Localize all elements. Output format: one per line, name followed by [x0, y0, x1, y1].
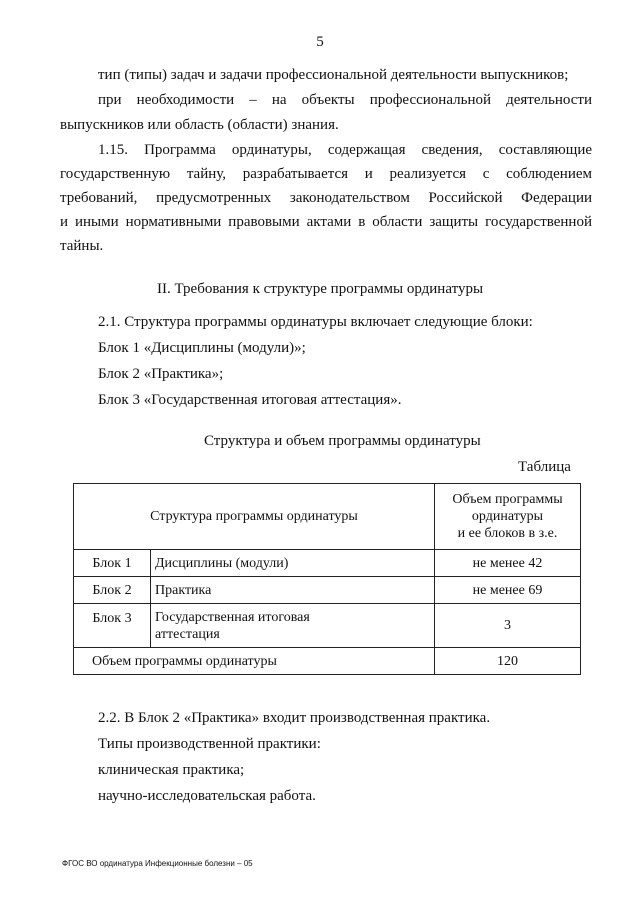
block-name-cell: Практика [151, 577, 435, 604]
block-name-cell: Дисциплины (модули) [151, 550, 435, 577]
structure-block-1: Блок 1 «Дисциплины (модули)»; [98, 340, 306, 356]
table-row [74, 550, 581, 577]
volume-cell: 3 [434, 604, 580, 648]
table-row [74, 604, 581, 648]
table-label: Таблица [518, 459, 571, 475]
structure-block-3: Блок 3 «Государственная итоговая аттестация». [98, 392, 402, 408]
practice-paragraph: Типы производственной практики: [98, 736, 321, 752]
page-footer: ФГОС ВО ординатура Инфекционные болезни – 05 [62, 859, 253, 868]
total-label-cell: Объем программы ординатуры [74, 648, 435, 675]
practice-paragraph: научно-исследовательская работа. [98, 788, 316, 804]
block-cell: Блок 2 [74, 577, 151, 604]
table-row [74, 577, 581, 604]
table-header-row [74, 484, 581, 550]
volume-cell: не менее 69 [434, 577, 580, 604]
header-volume-line: ординатуры [471, 509, 544, 524]
paragraph-line: выпускников или область (области) знания. [60, 117, 339, 133]
structure-intro: 2.1. Структура программы ординатуры включает следующие блоки: [98, 314, 533, 330]
volume-cell: не менее 42 [434, 550, 580, 577]
header-structure: Структура программы ординатуры [74, 484, 435, 550]
block-name-line: Государственная итоговая [155, 609, 310, 625]
block-cell: Блок 3 [74, 604, 151, 648]
paragraph-line: тип (типы) задач и задачи профессиональной деятельности выпускников; [98, 67, 569, 83]
paragraph-line: и иными нормативными правовыми актами в области защиты государственной [60, 214, 592, 230]
practice-paragraph: 2.2. В Блок 2 «Практика» входит производственная практика. [98, 710, 491, 726]
header-volume [434, 484, 580, 550]
header-volume-line: Объем программы [452, 492, 563, 507]
header-volume-line: и ее блоков в з.е. [457, 526, 558, 541]
practice-paragraph: клиническая практика; [98, 762, 245, 778]
program-structure-table [73, 483, 581, 675]
block-cell: Блок 1 [74, 550, 151, 577]
table-caption: Структура и объем программы ординатуры [204, 433, 481, 449]
structure-block-2: Блок 2 «Практика»; [98, 366, 224, 382]
block-name-line: аттестация [155, 626, 220, 642]
section-heading: II. Требования к структуре программы ординатуры [156, 281, 484, 297]
paragraph-line: тайны. [60, 238, 104, 254]
table-total-row [74, 648, 581, 675]
block-name-cell [151, 604, 435, 648]
page-number: 5 [316, 34, 324, 50]
paragraph-line: государственную тайну, разрабатывается и реализуется с соблюдением [60, 166, 592, 182]
paragraph-line: требований, предусмотренных законодательством Российской Федерации [60, 190, 592, 206]
paragraph-line: при необходимости – на объекты профессиональной деятельности [98, 92, 592, 108]
paragraph-line: 1.15. Программа ординатуры, содержащая сведения, составляющие [98, 142, 592, 158]
total-value-cell: 120 [434, 648, 580, 675]
